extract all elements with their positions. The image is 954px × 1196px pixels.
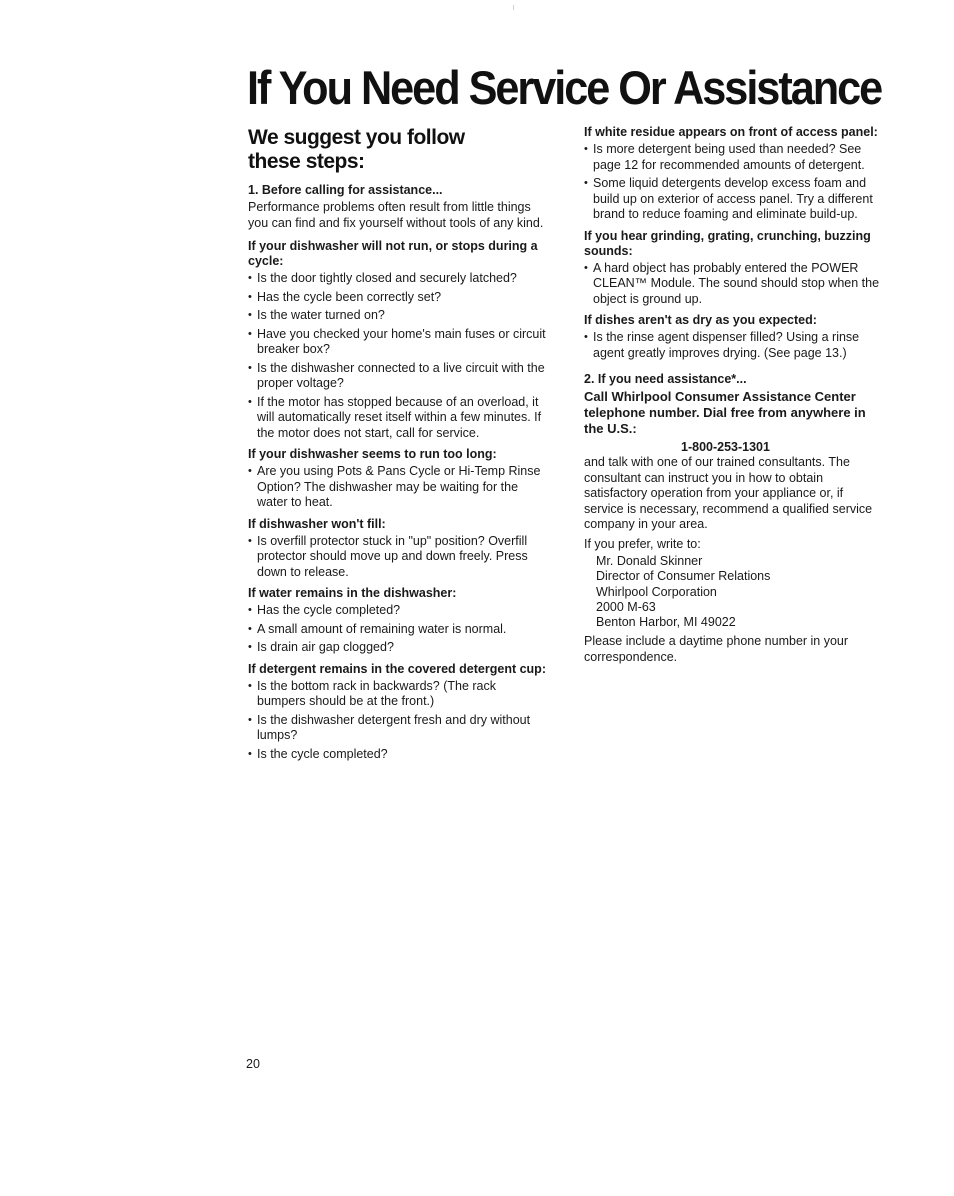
subheading (248, 126, 548, 174)
troubleshoot-section (248, 447, 548, 511)
section-title: If white residue appears on front of access panel: (584, 125, 878, 139)
section-title: If water remains in the dishwasher: (248, 586, 457, 600)
list-item: • Is the cycle completed? (248, 747, 548, 763)
list-item: • Has the cycle been correctly set? (248, 290, 548, 306)
bullet-list (584, 330, 886, 361)
page-title: If You Need Service Or Assistance (247, 61, 882, 114)
list-item: • If the motor has stopped because of an overload, it will automatically reset itself within a few minutes. If the motor does not start, call for service. (248, 395, 548, 442)
call-instructions: Call Whirlpool Consumer Assistance Center telephone number. Dial free from anywhere in the U.S.: (584, 389, 866, 436)
list-item: • Are you using Pots & Pans Cycle or Hi-Temp Rinse Option? The dishwasher may be waiting for the water to heat. (248, 464, 548, 511)
bullet-list (584, 142, 886, 223)
list-item: • Is the bottom rack in backwards? (The rack bumpers should be at the front.) (248, 679, 548, 710)
consultant-text: and talk with one of our trained consultants. The consultant can instruct you in how to obtain satisfactory operation from your appliance or, if service is necessary, recommend a qualified service company in your area. (584, 455, 873, 531)
list-item: • Is the door tightly closed and securely latched? (248, 271, 548, 287)
bullet-list (248, 464, 548, 511)
bullet-list (248, 603, 548, 656)
section-title: If you hear grinding, grating, crunching, buzzing sounds: (584, 228, 871, 258)
troubleshoot-section (248, 662, 548, 763)
section-title: If your dishwasher seems to run too long: (248, 447, 497, 461)
list-item: • Is the dishwasher detergent fresh and dry without lumps? (248, 713, 548, 744)
troubleshoot-section (248, 586, 548, 656)
subheading-line-1: We suggest you follow (248, 126, 465, 149)
left-column (248, 126, 548, 768)
troubleshoot-section (248, 517, 548, 581)
step-1-title: 1. Before calling for assistance... (248, 183, 443, 197)
list-item: • A small amount of remaining water is normal. (248, 622, 548, 638)
address-line: Whirlpool Corporation (596, 584, 717, 599)
step-1-intro: Performance problems often result from little things you can find and fix yourself without tools of any kind. (248, 200, 544, 230)
list-item: • Some liquid detergents develop excess foam and build up on exterior of access panel. Try a different brand to reduce foaming and eliminate build-up. (584, 176, 886, 223)
list-item: • Is the water turned on? (248, 308, 548, 324)
troubleshoot-section (584, 125, 886, 223)
scan-mark (513, 5, 514, 10)
troubleshoot-section (584, 229, 886, 308)
list-item: • Is overfill protector stuck in "up" position? Overfill protector should move up and down freely. Press down to release. (248, 534, 548, 581)
address-line: Mr. Donald Skinner (596, 554, 703, 568)
address-line: Director of Consumer Relations (596, 569, 771, 584)
write-text: If you prefer, write to: (584, 536, 701, 551)
troubleshoot-section (584, 313, 886, 361)
list-item: • Is the dishwasher connected to a live circuit with the proper voltage? (248, 361, 548, 392)
list-item: • Has the cycle completed? (248, 603, 548, 619)
phone-number: 1-800-253-1301 (681, 440, 770, 454)
section-title: If dishes aren't as dry as you expected: (584, 313, 817, 327)
mailing-address (584, 554, 886, 630)
page-number: 20 (246, 1057, 260, 1071)
list-item: • Is the rinse agent dispenser filled? Using a rinse agent greatly improves drying. (See page 13.) (584, 330, 886, 361)
section-title: If your dishwasher will not run, or stops during a cycle: (248, 239, 538, 268)
list-item: • Have you checked your home's main fuses or circuit breaker box? (248, 327, 548, 358)
list-item: • Is drain air gap clogged? (248, 640, 548, 656)
right-column (584, 125, 886, 673)
subheading-line-2: these steps: (248, 150, 365, 173)
address-line: Benton Harbor, MI 49022 (596, 615, 736, 630)
bullet-list (584, 261, 886, 308)
address-line: 2000 M-63 (596, 599, 656, 614)
bullet-list (248, 679, 548, 763)
list-item: • Is more detergent being used than needed? See page 12 for recommended amounts of detergent. (584, 142, 886, 173)
section-title: If detergent remains in the covered detergent cup: (248, 661, 546, 676)
closing-text: Please include a daytime phone number in your correspondence. (584, 634, 849, 664)
bullet-list (248, 534, 548, 581)
bullet-list (248, 271, 548, 441)
list-item: • A hard object has probably entered the POWER CLEAN™ Module. The sound should stop when the object is ground up. (584, 261, 886, 308)
troubleshoot-section (248, 239, 548, 441)
section-title: If dishwasher won't fill: (248, 516, 386, 531)
step-2-title: 2. If you need assistance*... (584, 372, 747, 386)
